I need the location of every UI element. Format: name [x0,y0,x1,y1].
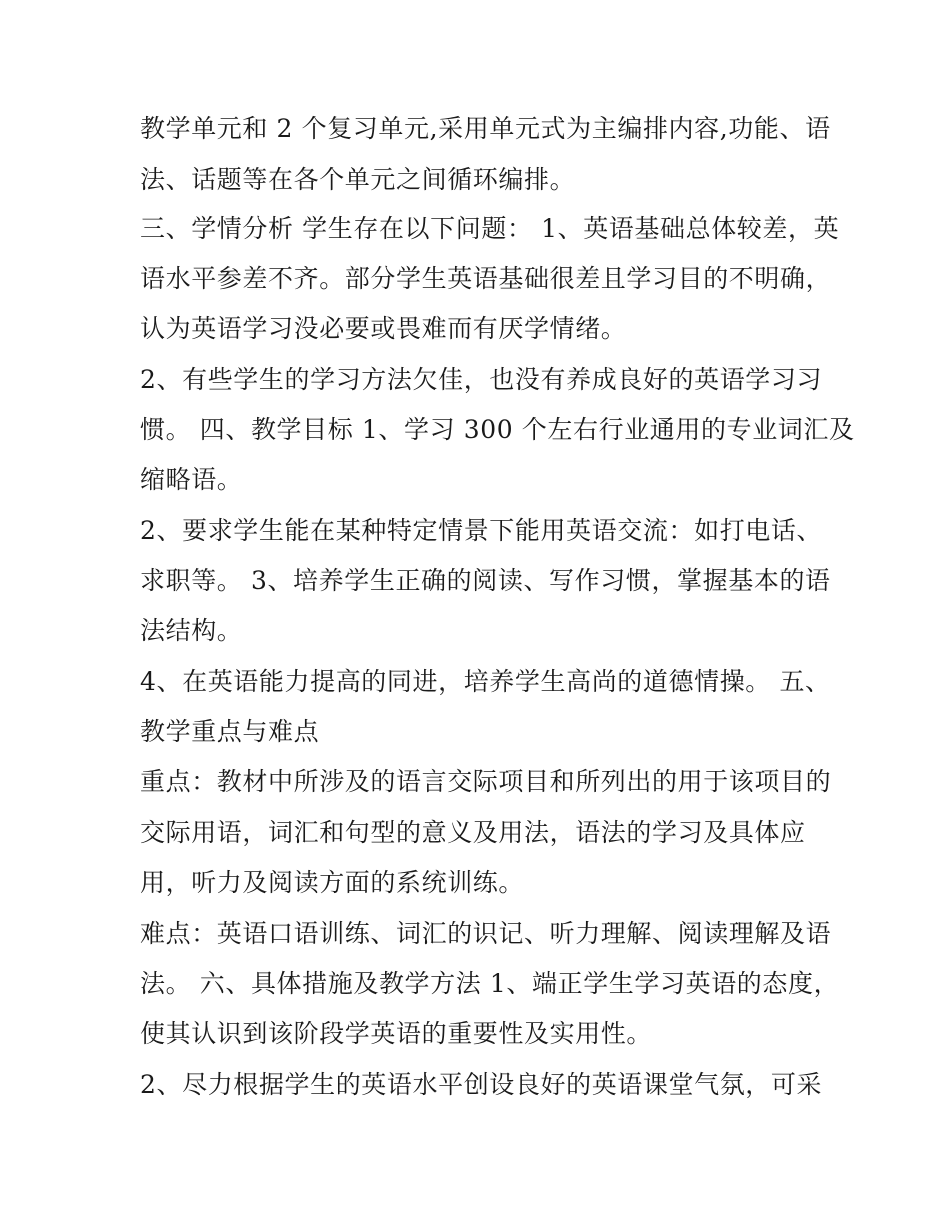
section-heading: 教学重点与难点 [140,717,320,746]
text-line: 4、在英语能力提高的同进，培养学生高尚的道德情操。 五、 [140,667,831,696]
text-line: 语水平参差不齐。部分学生英语基础很差且学习目的不明确， [140,264,832,293]
text-line: 使其认识到该阶段学英语的重要性及实用性。 [140,1019,653,1048]
text-line: 用，听力及阅读方面的系统训练。 [140,868,525,897]
text-line: 2、尽力根据学生的英语水平创设良好的英语课堂气氛，可采 [140,1070,823,1099]
text-line: 三、学情分析 学生存在以下问题： 1、英语基础总体较差，英 [140,214,840,243]
text-line: 交际用语，词汇和句型的意义及用法，语法的学习及具体应 [140,818,806,847]
text-line: 法。 六、具体措施及教学方法 1、端正学生学习英语的态度， [140,969,840,998]
text-line: 法、话题等在各个单元之间循环编排。 [140,165,576,194]
text-line: 2、要求学生能在某种特定情景下能用英语交流：如打电话、 [140,516,823,545]
text-line: 惯。 四、教学目标 1、学习 300 个左右行业通用的专业词汇及 [140,415,855,444]
text-line: 法结构。 [140,616,243,645]
text-line: 教学单元和 2 个复习单元,采用单元式为主编排内容,功能、语 [140,114,831,143]
text-line: 求职等。 3、培养学生正确的阅读、写作习惯，掌握基本的语 [140,566,831,595]
text-line: 难点：英语口语训练、词汇的识记、听力理解、阅读理解及语 [140,919,832,948]
text-line: 2、有些学生的学习方法欠佳，也没有养成良好的英语学习习 [140,365,823,394]
text-line: 认为英语学习没必要或畏难而有厌学情绪。 [140,314,627,343]
text-line: 缩略语。 [140,465,243,494]
text-line: 重点：教材中所涉及的语言交际项目和所列出的用于该项目的 [140,767,832,796]
